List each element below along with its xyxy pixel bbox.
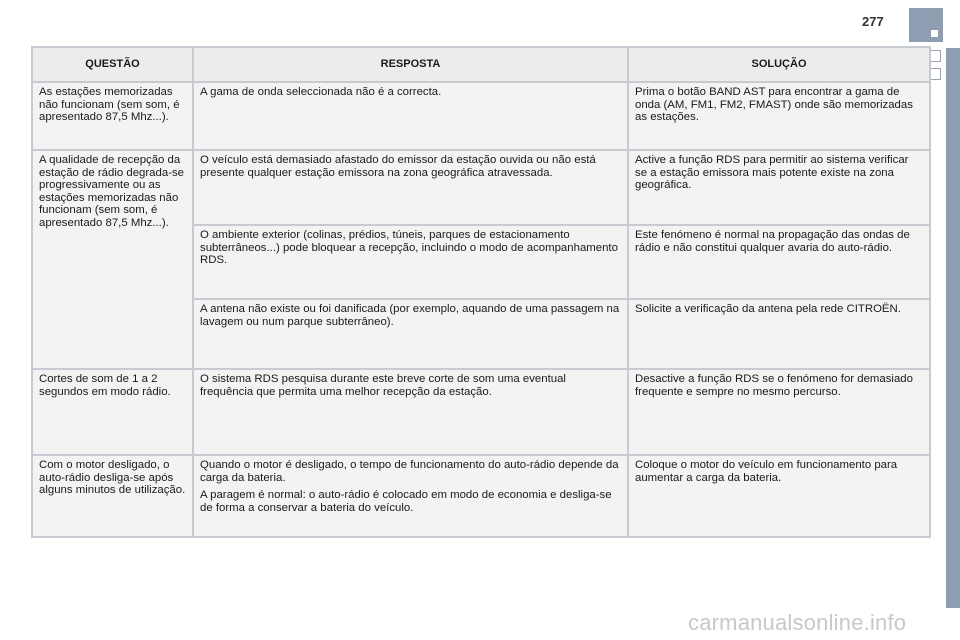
- answer-cell: [193, 299, 628, 369]
- page-number: 277: [862, 14, 884, 29]
- question-cell: Cortes de som de 1 a 2 segundos em modo rádio.: [32, 369, 193, 455]
- answer-text: A gama de onda seleccionada não é a correcta.: [200, 86, 442, 98]
- answer-text: O ambiente exterior (colinas, prédios, túneis, parques de estacionamento subterrâneos...) pode bloquear a recepção, incluindo o modo de acompanhamento RDS.: [200, 229, 618, 267]
- answer-cell: [193, 369, 628, 455]
- solution-cell: Desactive a função RDS se o fenómeno for demasiado frequente e sempre no mesmo percurso.: [628, 369, 930, 455]
- answer-text: O sistema RDS pesquisa durante este breve corte de som uma eventual frequência que permita uma melhor recepção da estação.: [200, 373, 566, 398]
- solution-cell: Coloque o motor do veículo em funcionamento para aumentar a carga da bateria.: [628, 455, 930, 537]
- answer-cell: [193, 455, 628, 537]
- header-question: QUESTÃO: [32, 47, 193, 82]
- solution-cell: Solicite a verificação da antena pela rede CITROËN.: [628, 299, 930, 369]
- answer-cell: [193, 225, 628, 299]
- table-row: [32, 82, 930, 150]
- question-cell: Com o motor desligado, o auto-rádio desliga-se após alguns minutos de utilização.: [32, 455, 193, 537]
- answer-cell: [193, 150, 628, 225]
- header-answer: RESPOSTA: [193, 47, 628, 82]
- table-row: [32, 369, 930, 455]
- table-row: [32, 150, 930, 225]
- answer-cell: [193, 82, 628, 150]
- question-cell: As estações memorizadas não funcionam (sem som, é apresentado 87,5 Mhz...).: [32, 82, 193, 150]
- chapter-tab: [909, 8, 943, 42]
- faq-table: [31, 46, 931, 538]
- answer-text: A antena não existe ou foi danificada (por exemplo, aquando de uma passagem na lavagem ou num parque subterrâneo).: [200, 303, 620, 328]
- question-cell: A qualidade de recepção da estação de rádio degrada-se progressivamente ou as estações memorizadas não funcionam (sem som, é apresentado 87,5 Mhz...).: [32, 150, 193, 369]
- answer-text: O veículo está demasiado afastado do emissor da estação ouvida ou não está presente qualquer estação emissora na zona geográfica atravessada.: [200, 154, 596, 179]
- solution-cell: Prima o botão BAND AST para encontrar a gama de onda (AM, FM1, FM2, FMAST) onde são memorizadas as estações.: [628, 82, 930, 150]
- answer-text: Quando o motor é desligado, o tempo de funcionamento do auto-rádio depende da carga da bateria.: [200, 459, 619, 484]
- header-solution: SOLUÇÃO: [628, 47, 930, 82]
- solution-cell: Este fenómeno é normal na propagação das ondas de rádio e não constitui qualquer avaria do auto-rádio.: [628, 225, 930, 299]
- solution-cell: Active a função RDS para permitir ao sistema verificar se a estação emissora mais potente existe na zona geográfica.: [628, 150, 930, 225]
- tab-square-icon: [931, 30, 938, 37]
- answer-text: A paragem é normal: o auto-rádio é colocado em modo de economia e desliga-se de forma a conservar a bateria do veículo.: [200, 489, 612, 514]
- watermark: carmanualsonline.info: [688, 610, 907, 635]
- table-header-row: [32, 47, 930, 82]
- table-row: [32, 455, 930, 537]
- side-bar: [946, 48, 960, 608]
